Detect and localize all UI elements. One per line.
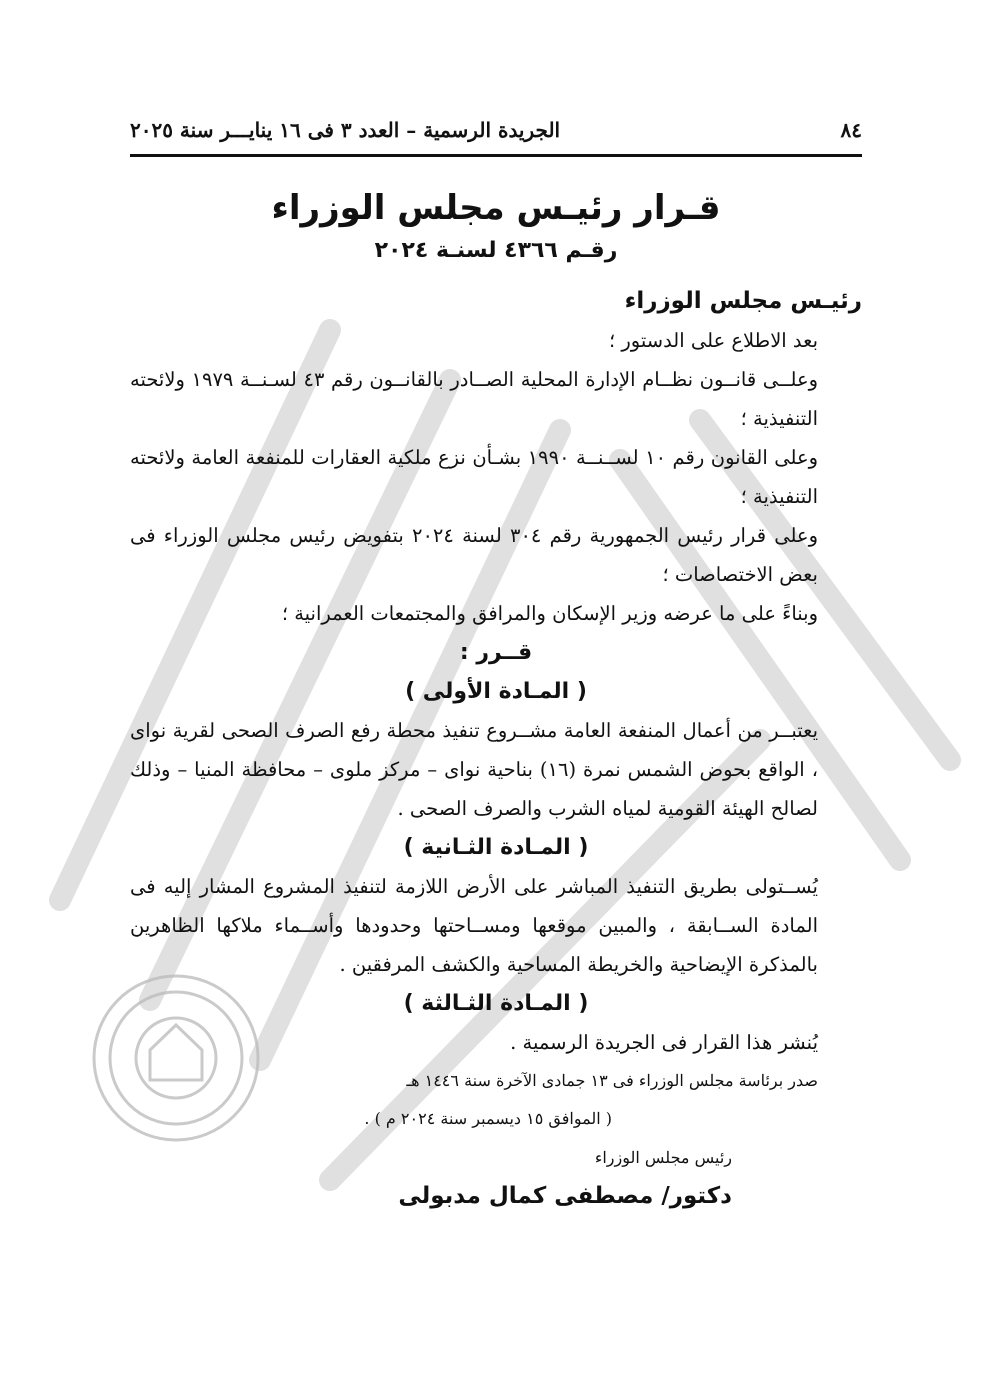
running-title: الجريدة الرسمية – العدد ٣ فى ١٦ ينايـــر سنة ٢٠٢٥ [130, 118, 561, 142]
signatory-name: دكتور/ مصطفى كمال مدبولى [398, 1183, 732, 1209]
decree-number: رقـم ٤٣٦٦ لسنـة ٢٠٢٤ [374, 238, 618, 263]
article-1-heading: ( المـادة الأولى ) [405, 679, 587, 704]
preamble-line: بعد الاطلاع على الدستور ؛ [608, 329, 818, 352]
preamble-line: وعلى القانون رقم ١٠ لســنــة ١٩٩٠ بشـأن نزع ملكية العقارات للمنفعة العامة ولائحته التنفيذية ؛ [130, 446, 818, 508]
article-1-text: يعتبــر من أعمال المنفعة العامة مشــروع تنفيذ محطة رفع الصرف الصحى لقرية نواى ، الواقع بحوض الشمس نمرة (١٦) بناحية نواى – مركز ملوى – محافظة المنيا – وذلك لصالح الهيئة القومية لمياه الشرب والصرف الصحى . [130, 719, 818, 820]
issuer-heading: رئيـس مجلس الوزراء [624, 288, 862, 314]
signatory-title: رئيس مجلس الوزراء [594, 1148, 732, 1167]
decree-body [130, 282, 862, 1216]
article-2-heading: ( المـادة الثـانية ) [403, 835, 589, 860]
article-3-heading: ( المـادة الثـالثة ) [403, 991, 589, 1016]
preamble-line: وعلى قرار رئيس الجمهورية رقم ٣٠٤ لسنة ٢٠٢٤ بتفويض رئيس مجلس الوزراء فى بعض الاختصاصات ؛ [130, 524, 818, 586]
article-2-text: يُســتولى بطريق التنفيذ المباشر على الأرض اللازمة لتنفيذ المشروع المشار إليه فى المادة الســابقة ، والمبين موقعها ومســاحتها وحدودها وأســماء ملاكها الظاهرين بالمذكرة الإيضاحية والخريطة المساحية والكشف المرفقين . [130, 875, 818, 976]
decided-label: قــرر : [459, 640, 533, 665]
issued-date-gregorian: ( الموافق ١٥ ديسمبر سنة ٢٠٢٤ م ) . [364, 1109, 612, 1128]
header-divider [130, 154, 862, 157]
preamble-line: وعلــى قانــون نظــام الإدارة المحلية الصــادر بالقانــون رقم ٤٣ لسـنــة ١٩٧٩ ولائحته التنفيذية ؛ [130, 368, 818, 430]
preamble-line: وبناءً على ما عرضه وزير الإسكان والمرافق والمجتمعات العمرانية ؛ [281, 602, 818, 625]
issued-date-hijri: صدر برئاسة مجلس الوزراء فى ١٣ جمادى الآخرة سنة ١٤٤٦ هـ [406, 1071, 818, 1090]
running-header [130, 112, 862, 148]
decree-title: قـرار رئيـس مجلس الوزراء [271, 188, 721, 228]
page-number: ٨٤ [840, 118, 862, 142]
article-3-text: يُنشر هذا القرار فى الجريدة الرسمية . [510, 1031, 818, 1054]
